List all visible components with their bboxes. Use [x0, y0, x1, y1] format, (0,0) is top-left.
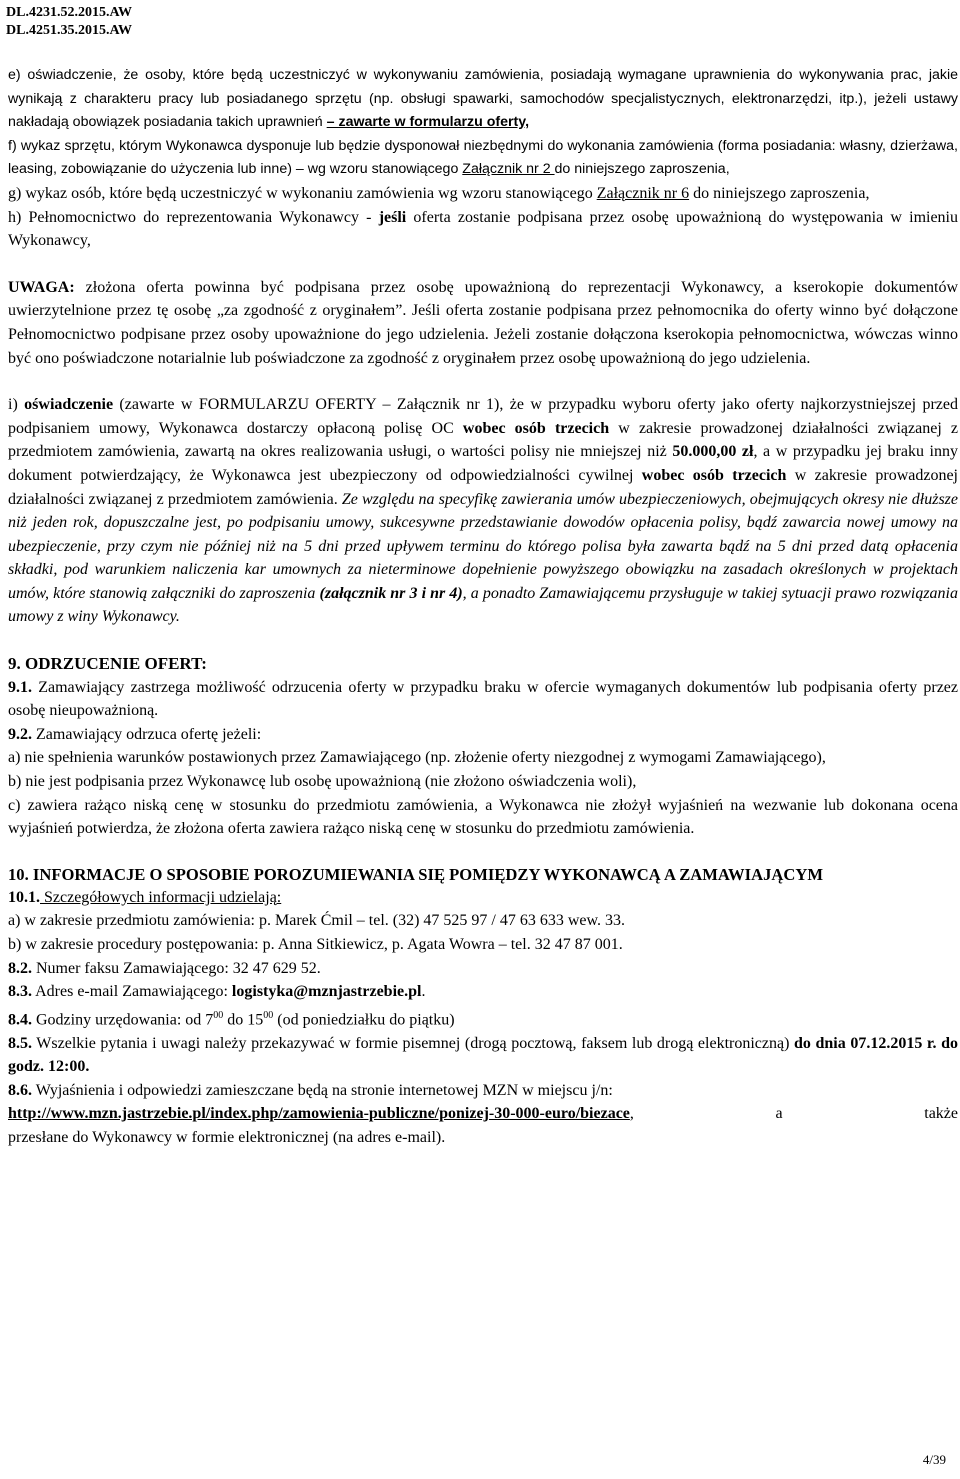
paragraph-uwaga: UWAGA: złożona oferta powinna być podpisana przez osobę upoważnioną do reprezentacji Wykonawcy, a kserokopie dokumentów uwierzytelnione przez tę osobę „za zgodność z oryginałem”. Jeśli oferta zostanie podpisana przez pełnomocnika do oferty winno być dołączone Pełnomocnictwo podpisane przez osoby upoważnione do jego udzielenia. Jeżeli zostanie dołączona kserokopia pełnomocnictwa, wówczas winno być ono poświadczone notarialnie lub poświadczone za zgodność z oryginałem przez osobę upoważnioną do jego udzielenia. [8, 278, 958, 367]
paragraph-10-1: 10.1. Szczegółowych informacji udzielają: [8, 888, 282, 906]
paragraph-8-4: 8.4. Godziny urzędowania: od $7^{00}$ do $15^{00}$ (od poniedziałku do piątku) [8, 1009, 455, 1029]
paragraph-8-6: 8.6. Wyjaśnienia i odpowiedzi zamieszczane będą na stronie internetowej MZN w miejscu j/n: [8, 1081, 613, 1099]
spacer [8, 841, 958, 864]
underlined-note: – zawarte w formularzu oferty, [326, 114, 530, 131]
contact-subject: a) w zakresie przedmiotu zamówienia: p. Marek Ćmil – tel. (32) 47 525 97 / 47 63 633 wew. 33. [8, 912, 626, 930]
paragraph-9-1: 9.1. Zamawiający zastrzega możliwość odrzucenia oferty w przypadku braku w ofercie wymaganych dokumentów lub podpisania oferty przez osobę nieupoważnioną. [8, 678, 958, 720]
paragraph-8-6-end: przesłane do Wykonawcy w formie elektronicznej (na adres e-mail). [8, 1129, 446, 1147]
case-number-1: DL.4231.52.2015.AW [6, 5, 133, 20]
uwaga-label: UWAGA: [8, 278, 75, 296]
email-address[interactable]: logistyka@mznjastrzebie.pl [231, 983, 422, 1001]
paragraph-9-2-a: a) nie spełnienia warunków postawionych przez Zamawiającego (np. złożenie oferty niezgodnej z wymogami Zamawiającego), [8, 749, 826, 767]
paragraph-8-2: 8.2. Numer faksu Zamawiającego: 32 47 629 52. [8, 959, 321, 977]
paragraph-8-3: 8.3. Adres e-mail Zamawiającego: logistyka@mznjastrzebie.pl. [8, 983, 426, 1001]
paragraph-8-6-url-line: http://www.mzn.jastrzebie.pl/index.php/zamowienia-publiczne/ponizej-30-000-euro/biezace, a także [8, 1105, 958, 1123]
section-10-heading: 10. INFORMACJE O SPOSOBIE POROZUMIEWANIA SIĘ POMIĘDZY WYKONAWCĄ A ZAMAWIAJĄCYM [8, 864, 824, 884]
paragraph-8-5: 8.5. Wszelkie pytania i uwagi należy przekazywać w formie pisemnej (drogą pocztową, faksem lub drogą elektroniczną) do dnia 07.12.2015 r. do godz. 12:00. [8, 1034, 959, 1076]
paragraph-9-2: 9.2. Zamawiający odrzuca ofertę jeżeli: [8, 725, 262, 743]
spacer [8, 370, 958, 393]
attachment-2-link[interactable]: Załącznik nr 2 [462, 161, 555, 178]
contact-procedure: b) w zakresie procedury postępowania: p. Anna Sitkiewicz, p. Agata Wowra – tel. 32 47 87 001. [8, 936, 623, 953]
spacer [8, 629, 958, 652]
paragraph-g: g) wykaz osób, które będą uczestniczyć w wykonaniu zamówienia wg wzoru stanowiącego Załącznik nr 6 do niniejszego zaproszenia, [8, 184, 870, 202]
mzn-url-link[interactable]: http://www.mzn.jastrzebie.pl/index.php/zamowienia-publiczne/ponizej-30-000-euro/biezace [8, 1105, 630, 1123]
paragraph-h: h) Pełnomocnictwo do reprezentowania Wykonawcy - jeśli oferta zostanie podpisana przez osobę upoważnioną do występowania w imieniu Wykonawcy, [8, 208, 959, 250]
case-number-2: DL.4251.35.2015.AW [6, 23, 133, 38]
spacer [8, 253, 958, 276]
paragraph-f: f) wykaz sprzętu, którym Wykonawca dysponuje lub będzie dysponował niezbędnymi do wykonania zamówienia (forma posiadania: własny, dzierżawa, leasing, zobowiązanie do użyczenia lub inne) – wg wzoru stanowiącego Załącznik nr 2 do niniejszego zaproszenia, [8, 137, 958, 178]
page-number: 4/39 [922, 1452, 946, 1467]
paragraph-i: i) oświadczenie (zawarte w FORMULARZU OFERTY – Załącznik nr 1), że w przypadku wyboru oferty jako oferty najkorzystniejszej przed podpisaniem umowy, Wykonawca dostarczy opłaconą polisę OC wobec osób trzecich w zakresie prowadzonej działalności związanej z przedmiotem zamówienia, zawartą na okres realizowania usługi, o wartości polisy nie mniejszej niż 50.000,00 zł, a w przypadku jej braku inny dokument potwierdzający, że Wykonawca jest ubezpieczony od odpowiedzialności cywilnej wobec osób trzecich w zakresie prowadzonej działalności związanej z przedmiotem zamówienia. Ze względu na specyfikę zawierania umów ubezpieczeniowych, obejmujących okresy nie dłuższe niż jeden rok, dopuszczalne jest, po podpisaniu umowy, sukcesywne przedstawianie dowodów opłacenia polisy, bądź zawarcia nowej umowy na ubezpieczenie, przy czym nie później niż na 5 dni przed upływem terminu do którego polisa była zawarta bądź na 5 dni przed datą opłacenia składki, pod warunkiem naliczenia kar umownych za nieterminowe dopełnienie powyższego obowiązku na zasadach określonych w projektach umów, które stanowią załączniki do zaproszenia (załącznik nr 3 i nr 4), a ponadto Zamawiającemu przysługuje w takiej sytuacji prawo rozwiązania umowy z winy Wykonawcy. [8, 396, 959, 626]
paragraph-9-2-c: c) zawiera rażąco niską cenę w stosunku do przedmiotu zamówienia, a Wykonawca nie złożył wyjaśnień na wezwanie lub dokonana ocena wyjaśnień potwierdza, że złożona oferta zawiera rażąco niską cenę w stosunku do przedmiotu zamówienia. [8, 796, 958, 838]
document-body [8, 64, 958, 1150]
section-9-heading: 9. ODRZUCENIE OFERT: [8, 654, 207, 674]
paragraph-e: e) oświadczenie, że osoby, które będą uczestniczyć w wykonywaniu zamówienia, posiadają wymagane uprawnienia do wykonywania prac, jakie wynikają z charakteru pracy lub posiadanego sprzętu (np. obsługi spawarki, samochodów specjalistycznych, elektronarzędzi, itp.), jeżeli ustawy nakładają obowiązek posiadania takich uprawnień – zawarte w formularzu oferty, [8, 67, 958, 131]
paragraph-9-2-b: b) nie jest podpisania przez Wykonawcę lub osobę upoważnioną (nie złożono oświadczenia woli), [8, 773, 637, 791]
attachment-6-link[interactable]: Załącznik nr 6 [596, 184, 690, 202]
